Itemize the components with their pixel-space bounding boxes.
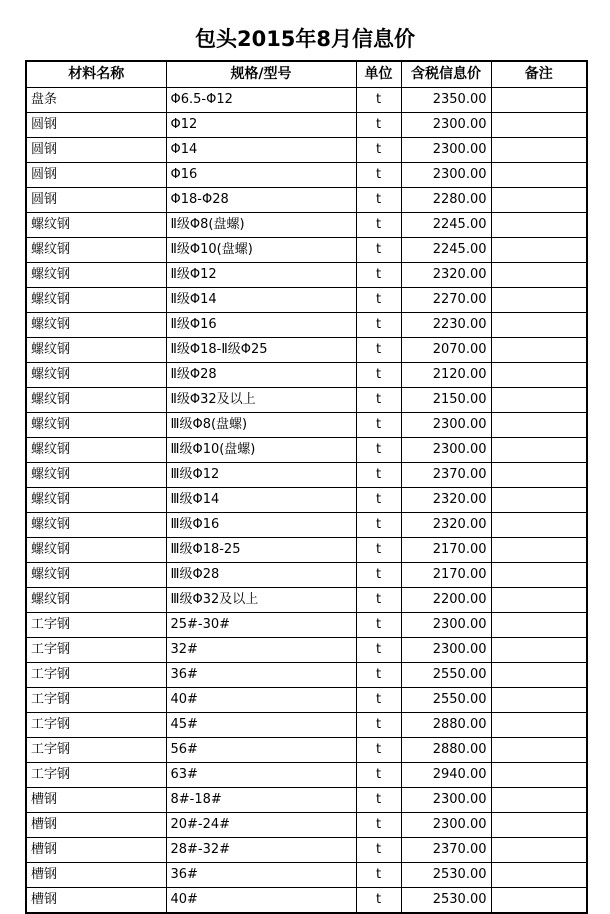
cell-remark	[491, 788, 587, 813]
cell-spec: Ⅱ级Φ16	[166, 313, 356, 338]
cell-price: 2120.00	[401, 363, 491, 388]
cell-spec: 28#-32#	[166, 838, 356, 863]
cell-price: 2550.00	[401, 663, 491, 688]
table-row	[26, 263, 587, 288]
cell-name: 螺纹钢	[26, 588, 166, 613]
cell-remark	[491, 413, 587, 438]
cell-name: 圆钢	[26, 163, 166, 188]
cell-unit: t	[356, 263, 401, 288]
page-title: 包头2015年8月信息价	[194, 27, 416, 51]
table-row	[26, 588, 587, 613]
table-row	[26, 638, 587, 663]
table-row	[26, 388, 587, 413]
cell-remark	[491, 613, 587, 638]
cell-spec: Ⅲ级Φ16	[166, 513, 356, 538]
cell-name: 圆钢	[26, 113, 166, 138]
cell-spec: Φ6.5-Φ12	[166, 88, 356, 113]
cell-unit: t	[356, 238, 401, 263]
cell-price: 2320.00	[401, 488, 491, 513]
cell-name: 槽钢	[26, 788, 166, 813]
table-row	[26, 738, 587, 763]
cell-remark	[491, 138, 587, 163]
cell-remark	[491, 563, 587, 588]
column-header-specification: 规格/型号	[166, 61, 356, 88]
cell-remark	[491, 738, 587, 763]
cell-unit: t	[356, 788, 401, 813]
table-row	[26, 713, 587, 738]
cell-remark	[491, 513, 587, 538]
cell-remark	[491, 463, 587, 488]
cell-remark	[491, 113, 587, 138]
column-header-material-name: 材料名称	[26, 61, 166, 88]
cell-name: 螺纹钢	[26, 438, 166, 463]
table-row	[26, 363, 587, 388]
table-row	[26, 163, 587, 188]
cell-spec: 32#	[166, 638, 356, 663]
cell-name: 盘条	[26, 88, 166, 113]
cell-name: 工字钢	[26, 663, 166, 688]
table-row	[26, 413, 587, 438]
table-row	[26, 288, 587, 313]
cell-remark	[491, 663, 587, 688]
cell-price: 2370.00	[401, 463, 491, 488]
table-row	[26, 838, 587, 863]
table-row	[26, 663, 587, 688]
cell-name: 圆钢	[26, 188, 166, 213]
cell-spec: Ⅱ级Φ28	[166, 363, 356, 388]
cell-name: 槽钢	[26, 838, 166, 863]
cell-remark	[491, 688, 587, 713]
cell-spec: 40#	[166, 688, 356, 713]
cell-price: 2200.00	[401, 588, 491, 613]
cell-unit: t	[356, 438, 401, 463]
cell-name: 螺纹钢	[26, 338, 166, 363]
cell-price: 2300.00	[401, 813, 491, 838]
cell-spec: 25#-30#	[166, 613, 356, 638]
cell-unit: t	[356, 638, 401, 663]
cell-name: 工字钢	[26, 613, 166, 638]
cell-unit: t	[356, 338, 401, 363]
cell-remark	[491, 213, 587, 238]
cell-spec: Φ12	[166, 113, 356, 138]
cell-name: 螺纹钢	[26, 288, 166, 313]
table-header-row	[26, 61, 587, 88]
cell-unit: t	[356, 588, 401, 613]
cell-name: 槽钢	[26, 863, 166, 888]
cell-spec: Ⅱ级Φ18-Ⅱ级Φ25	[166, 338, 356, 363]
cell-unit: t	[356, 488, 401, 513]
table-row	[26, 313, 587, 338]
cell-unit: t	[356, 363, 401, 388]
cell-unit: t	[356, 138, 401, 163]
price-table-container	[25, 60, 586, 914]
cell-unit: t	[356, 613, 401, 638]
cell-spec: Φ18-Φ28	[166, 188, 356, 213]
cell-name: 工字钢	[26, 713, 166, 738]
table-row	[26, 238, 587, 263]
cell-price: 2245.00	[401, 213, 491, 238]
cell-price: 2300.00	[401, 613, 491, 638]
cell-unit: t	[356, 888, 401, 914]
table-row	[26, 888, 587, 914]
cell-name: 螺纹钢	[26, 388, 166, 413]
cell-spec: Ⅲ级Φ32及以上	[166, 588, 356, 613]
cell-price: 2300.00	[401, 163, 491, 188]
cell-spec: 20#-24#	[166, 813, 356, 838]
table-body	[26, 88, 587, 914]
cell-remark	[491, 88, 587, 113]
cell-remark	[491, 763, 587, 788]
cell-unit: t	[356, 88, 401, 113]
cell-remark	[491, 338, 587, 363]
table-row	[26, 813, 587, 838]
table-row	[26, 188, 587, 213]
cell-remark	[491, 238, 587, 263]
cell-name: 螺纹钢	[26, 563, 166, 588]
cell-unit: t	[356, 713, 401, 738]
table-row	[26, 113, 587, 138]
cell-remark	[491, 888, 587, 914]
cell-name: 螺纹钢	[26, 413, 166, 438]
column-header-remark: 备注	[491, 61, 587, 88]
cell-name: 螺纹钢	[26, 363, 166, 388]
cell-name: 工字钢	[26, 638, 166, 663]
table-row	[26, 863, 587, 888]
cell-unit: t	[356, 388, 401, 413]
cell-unit: t	[356, 413, 401, 438]
cell-remark	[491, 438, 587, 463]
table-row	[26, 213, 587, 238]
cell-remark	[491, 638, 587, 663]
cell-spec: 56#	[166, 738, 356, 763]
cell-spec: 63#	[166, 763, 356, 788]
cell-price: 2170.00	[401, 538, 491, 563]
table-row	[26, 538, 587, 563]
cell-remark	[491, 388, 587, 413]
cell-remark	[491, 713, 587, 738]
table-row	[26, 688, 587, 713]
cell-name: 螺纹钢	[26, 238, 166, 263]
cell-spec: Ⅱ级Φ10(盘螺)	[166, 238, 356, 263]
cell-spec: Ⅲ级Φ10(盘螺)	[166, 438, 356, 463]
cell-unit: t	[356, 288, 401, 313]
cell-price: 2350.00	[401, 88, 491, 113]
cell-price: 2300.00	[401, 788, 491, 813]
cell-unit: t	[356, 763, 401, 788]
cell-price: 2280.00	[401, 188, 491, 213]
cell-price: 2320.00	[401, 513, 491, 538]
cell-remark	[491, 188, 587, 213]
cell-price: 2270.00	[401, 288, 491, 313]
cell-spec: 40#	[166, 888, 356, 914]
cell-remark	[491, 288, 587, 313]
cell-remark	[491, 363, 587, 388]
cell-price: 2070.00	[401, 338, 491, 363]
cell-unit: t	[356, 563, 401, 588]
cell-price: 2880.00	[401, 738, 491, 763]
cell-name: 圆钢	[26, 138, 166, 163]
price-table	[25, 60, 588, 914]
table-row	[26, 513, 587, 538]
table-header	[26, 61, 587, 88]
cell-price: 2940.00	[401, 763, 491, 788]
table-row	[26, 788, 587, 813]
cell-price: 2880.00	[401, 713, 491, 738]
cell-price: 2530.00	[401, 888, 491, 914]
cell-name: 螺纹钢	[26, 263, 166, 288]
cell-price: 2300.00	[401, 438, 491, 463]
cell-remark	[491, 863, 587, 888]
cell-spec: Ⅱ级Φ8(盘螺)	[166, 213, 356, 238]
table-row	[26, 438, 587, 463]
cell-price: 2320.00	[401, 263, 491, 288]
cell-unit: t	[356, 163, 401, 188]
cell-price: 2170.00	[401, 563, 491, 588]
cell-remark	[491, 813, 587, 838]
cell-name: 螺纹钢	[26, 463, 166, 488]
cell-spec: Ⅱ级Φ14	[166, 288, 356, 313]
cell-spec: Ⅲ级Φ28	[166, 563, 356, 588]
cell-spec: Φ16	[166, 163, 356, 188]
cell-name: 工字钢	[26, 763, 166, 788]
table-row	[26, 763, 587, 788]
cell-unit: t	[356, 813, 401, 838]
column-header-price-with-tax: 含税信息价	[401, 61, 491, 88]
cell-name: 槽钢	[26, 813, 166, 838]
cell-spec: 45#	[166, 713, 356, 738]
cell-price: 2300.00	[401, 138, 491, 163]
cell-name: 工字钢	[26, 688, 166, 713]
cell-price: 2300.00	[401, 638, 491, 663]
table-row	[26, 463, 587, 488]
table-row	[26, 138, 587, 163]
cell-price: 2530.00	[401, 863, 491, 888]
table-row	[26, 563, 587, 588]
cell-name: 槽钢	[26, 888, 166, 914]
table-row	[26, 88, 587, 113]
cell-remark	[491, 588, 587, 613]
cell-unit: t	[356, 838, 401, 863]
cell-unit: t	[356, 738, 401, 763]
cell-remark	[491, 538, 587, 563]
cell-unit: t	[356, 513, 401, 538]
cell-price: 2150.00	[401, 388, 491, 413]
cell-unit: t	[356, 188, 401, 213]
table-row	[26, 613, 587, 638]
cell-name: 螺纹钢	[26, 213, 166, 238]
cell-unit: t	[356, 538, 401, 563]
cell-unit: t	[356, 663, 401, 688]
cell-spec: Ⅱ级Φ32及以上	[166, 388, 356, 413]
cell-remark	[491, 163, 587, 188]
cell-spec: Ⅲ级Φ18-25	[166, 538, 356, 563]
cell-price: 2300.00	[401, 413, 491, 438]
cell-price: 2550.00	[401, 688, 491, 713]
cell-spec: Ⅲ级Φ12	[166, 463, 356, 488]
cell-remark	[491, 488, 587, 513]
cell-unit: t	[356, 213, 401, 238]
cell-spec: Ⅲ级Φ14	[166, 488, 356, 513]
cell-spec: Ⅱ级Φ12	[166, 263, 356, 288]
cell-spec: 8#-18#	[166, 788, 356, 813]
cell-price: 2230.00	[401, 313, 491, 338]
cell-unit: t	[356, 688, 401, 713]
cell-unit: t	[356, 463, 401, 488]
cell-spec: Φ14	[166, 138, 356, 163]
cell-spec: 36#	[166, 863, 356, 888]
cell-name: 螺纹钢	[26, 488, 166, 513]
cell-unit: t	[356, 113, 401, 138]
cell-name: 工字钢	[26, 738, 166, 763]
cell-name: 螺纹钢	[26, 538, 166, 563]
cell-remark	[491, 838, 587, 863]
cell-price: 2245.00	[401, 238, 491, 263]
cell-price: 2300.00	[401, 113, 491, 138]
table-row	[26, 338, 587, 363]
cell-name: 螺纹钢	[26, 513, 166, 538]
cell-spec: 36#	[166, 663, 356, 688]
cell-unit: t	[356, 863, 401, 888]
cell-unit: t	[356, 313, 401, 338]
cell-remark	[491, 263, 587, 288]
column-header-unit: 单位	[356, 61, 401, 88]
cell-price: 2370.00	[401, 838, 491, 863]
cell-spec: Ⅲ级Φ8(盘螺)	[166, 413, 356, 438]
cell-remark	[491, 313, 587, 338]
cell-name: 螺纹钢	[26, 313, 166, 338]
table-row	[26, 488, 587, 513]
